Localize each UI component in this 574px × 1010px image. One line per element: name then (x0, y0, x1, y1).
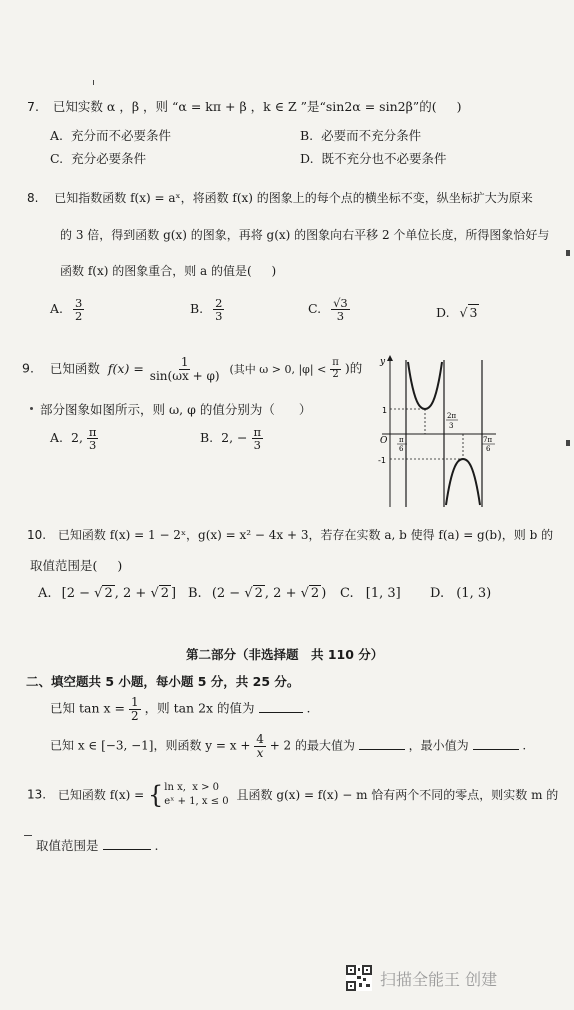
q7-option-a: A. 充分而不必要条件 (50, 128, 172, 143)
q10-line-2: 取值范围是( ) (30, 558, 123, 573)
qr-code-icon (346, 965, 372, 991)
scan-mark (30, 407, 33, 410)
q9-option-b: B. 2, − $\frac{\pi}{3}$ (200, 425, 262, 453)
q10-option-b: B. (2 − √ 2 , 2 + √ 2 ) (188, 586, 327, 601)
graph-label-y: y (380, 357, 386, 367)
q13-piecewise: { ln x, x > 0 eˣ + 1, x ≤ 0 (148, 781, 229, 809)
q13-line-2: 取值范围是 . (36, 838, 159, 853)
graph-tick-2pi3-den: 3 (449, 422, 454, 430)
q8-option-a: A. $\frac{3}{2}$ (50, 296, 83, 324)
q10-option-c: C. [1, 3] (340, 586, 401, 601)
q7-option-b: B. 必要而不充分条件 (300, 128, 422, 143)
q9-line-2: 部分图象如图所示，则 ω, φ 的值分别为（ ） (40, 402, 312, 417)
q9-line-1: 9. 已知函数 f(x) = $\frac{1}{\sin(\omega x + \varphi)}$ (其中 ω > 0, |φ| < $\frac{\pi}{2}$ )的 (22, 355, 363, 383)
watermark (346, 965, 497, 991)
scan-mark (566, 440, 570, 446)
graph-upper-branch (408, 362, 442, 409)
q7-stem-a: 已知实数 (52, 99, 103, 114)
q12: 已知 x ∈ [−3, −1]，则函数 y = x + $\frac{4}{x}$ + 2 的最大值为 ，最小值为 . (50, 732, 527, 760)
q7-option-d: D. 既不充分也不必要条件 (300, 151, 447, 166)
q8-option-c: C. $\frac{√3}{3}$ (308, 296, 348, 324)
q7-number: 7. (27, 99, 39, 114)
q8-line-1: 8. 已知指数函数 f(x) = aˣ，将函数 f(x) 的图象上的每个点的横坐标不变，纵坐标扩大为原来 (27, 191, 533, 205)
part2-title: 第二部分（非选择题 共 110 分） (186, 647, 384, 662)
graph-label-y1: 1 (382, 406, 388, 415)
q12-min-blank[interactable] (473, 749, 519, 750)
graph-lower-branch (446, 459, 480, 505)
q8-option-b: B. $\frac{2}{3}$ (190, 296, 223, 324)
graph-tick-7pi6-den: 6 (486, 445, 491, 453)
q7 (27, 97, 461, 115)
scan-mark (24, 835, 32, 836)
q10-option-a: A. [2 − √ 2 , 2 + √ 2 ] (38, 586, 177, 601)
q7-paren-close: ) (456, 99, 462, 114)
q11-answer-blank[interactable] (259, 712, 303, 713)
q9-option-a: A. 2, $\frac{\pi}{3}$ (50, 425, 97, 453)
fill-section-heading: 二、填空题共 5 小题，每小题 5 分，共 25 分。 (26, 674, 300, 689)
graph-tick-2pi3-num: 2π (447, 412, 457, 420)
q8-line-3: 函数 f(x) 的图象重合，则 a 的值是( ) (60, 264, 277, 278)
q13-line-1: 13. 已知函数 f(x) = { ln x, x > 0 eˣ + 1, x ≤ 0 且函数 g(x) = f(x) − m 恰有两个不同的零点，则实数 m 的 (27, 781, 559, 809)
q12-max-blank[interactable] (359, 749, 405, 750)
graph-tick-pi6-den: 6 (399, 445, 404, 453)
watermark-text: 扫描全能王 创建 (380, 969, 498, 989)
graph-tick-7pi6-num: 7π (483, 436, 493, 444)
q7-option-c: C. 充分必要条件 (50, 151, 147, 166)
q7-stem-b: α ，β ，则 “α = kπ + β ，k ∈ Z ”是“sin2α = sin2β”的( (106, 99, 437, 114)
q8-line-2: 的 3 倍，得到函数 g(x) 的图象，再将 g(x) 的图象向右平移 2 个单位长度，所得图象恰好与 (60, 228, 550, 242)
q13-answer-blank[interactable] (103, 849, 151, 850)
q8-option-d: D. √ 3 (436, 305, 478, 320)
graph-label-origin: O (380, 436, 388, 446)
q9-graph (370, 352, 500, 512)
q11: 已知 tan x = $\frac{1}{2}$ ，则 tan 2x 的值为 . (50, 695, 311, 723)
scan-mark (93, 80, 94, 85)
q10-option-d: D. (1, 3) (430, 586, 492, 601)
q10-line-1: 10. 已知函数 f(x) = 1 − 2ˣ，g(x) = x² − 4x + 3，若存在实数 a, b 使得 f(a) = g(b)，则 b 的 (27, 528, 554, 542)
graph-tick-pi6-num: π (399, 436, 404, 444)
graph-label-yneg1: -1 (378, 456, 386, 465)
scan-mark (566, 250, 570, 256)
